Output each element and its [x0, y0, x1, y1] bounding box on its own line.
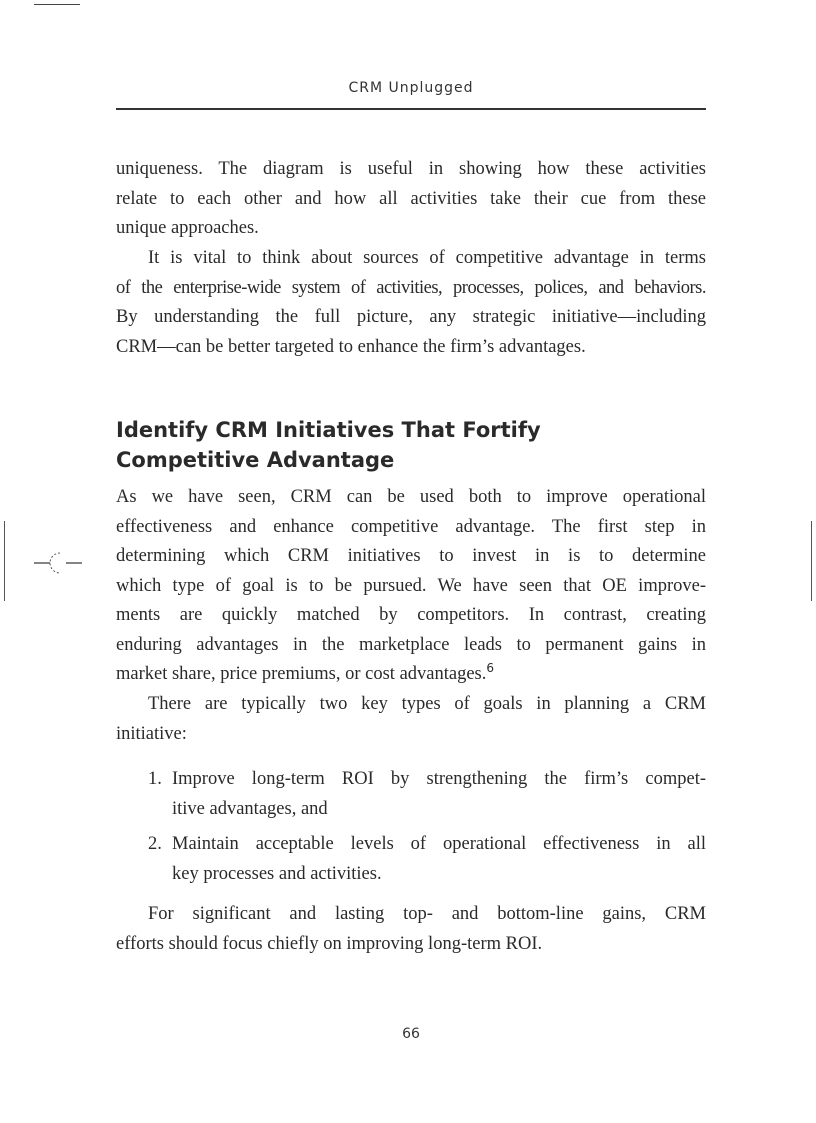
text-line: enduring advantages in the marketplace leads to permanent gains in — [116, 634, 706, 655]
text-run: market share, price premiums, or cost advantages. — [116, 664, 487, 684]
page-number: 66 — [402, 1026, 420, 1042]
running-head: CRM Unplugged — [348, 80, 474, 96]
text-line: There are typically two key types of goals in planning a CRM — [148, 694, 706, 714]
paragraph-5 — [116, 900, 706, 959]
text-line: unique approaches. — [116, 218, 259, 238]
text-line — [148, 765, 706, 795]
paragraph-1 — [116, 155, 706, 244]
paragraph-4 — [116, 690, 706, 749]
text-line: efforts should focus chiefly on improving long-term ROI. — [116, 933, 543, 954]
crop-mark — [34, 4, 80, 5]
text-line: key processes and activities. — [172, 863, 382, 884]
crop-mark — [811, 521, 812, 601]
registration-mark — [30, 548, 86, 578]
list-number: 2. — [148, 834, 162, 854]
text-run: Improve long-term ROI by strengthening the firm’s compet- — [172, 769, 706, 789]
list-item — [148, 765, 706, 824]
text-line: By understanding the full picture, any strategic initiative—including — [116, 307, 706, 327]
text-line: relate to each other and how all activities take their cue from these — [116, 188, 706, 209]
text-line: ments are quickly matched by competitors. In contrast, creating — [116, 605, 706, 625]
goals-list — [148, 830, 706, 889]
list-item — [148, 830, 706, 889]
text-line: of the enterprise-wide system of activities, processes, polices, and behaviors. — [116, 277, 706, 298]
paragraph-2 — [116, 244, 706, 362]
text-line — [148, 830, 706, 860]
heading-line: Identify CRM Initiatives That Fortify — [116, 418, 541, 442]
heading-line: Competitive Advantage — [116, 448, 395, 472]
header-rule — [116, 108, 706, 110]
crop-mark — [4, 521, 5, 601]
paragraph-3 — [116, 483, 706, 690]
text-line: which type of goal is to be pursued. We have seen that OE improve- — [116, 575, 706, 596]
text-line: CRM—can be better targeted to enhance the firm’s advantages. — [116, 336, 586, 357]
text-line: uniqueness. The diagram is useful in showing how these activities — [116, 159, 706, 179]
text-line: determining which CRM initiatives to invest in is to determine — [116, 546, 706, 566]
section-heading — [116, 415, 706, 475]
text-line: As we have seen, CRM can be used both to improve operational — [116, 487, 706, 507]
text-line: It is vital to think about sources of competitive advantage in terms — [148, 248, 706, 268]
text-line: For significant and lasting top- and bottom-line gains, CRM — [148, 904, 706, 924]
text-line: effectiveness and enhance competitive advantage. The first step in — [116, 516, 706, 537]
footnote-marker: 6 — [486, 661, 495, 675]
text-line — [116, 660, 706, 690]
text-line: itive advantages, and — [172, 798, 328, 819]
text-run: Maintain acceptable levels of operational effectiveness in all — [172, 834, 706, 854]
goals-list — [148, 765, 706, 824]
list-number: 1. — [148, 769, 162, 789]
text-line: initiative: — [116, 723, 187, 744]
